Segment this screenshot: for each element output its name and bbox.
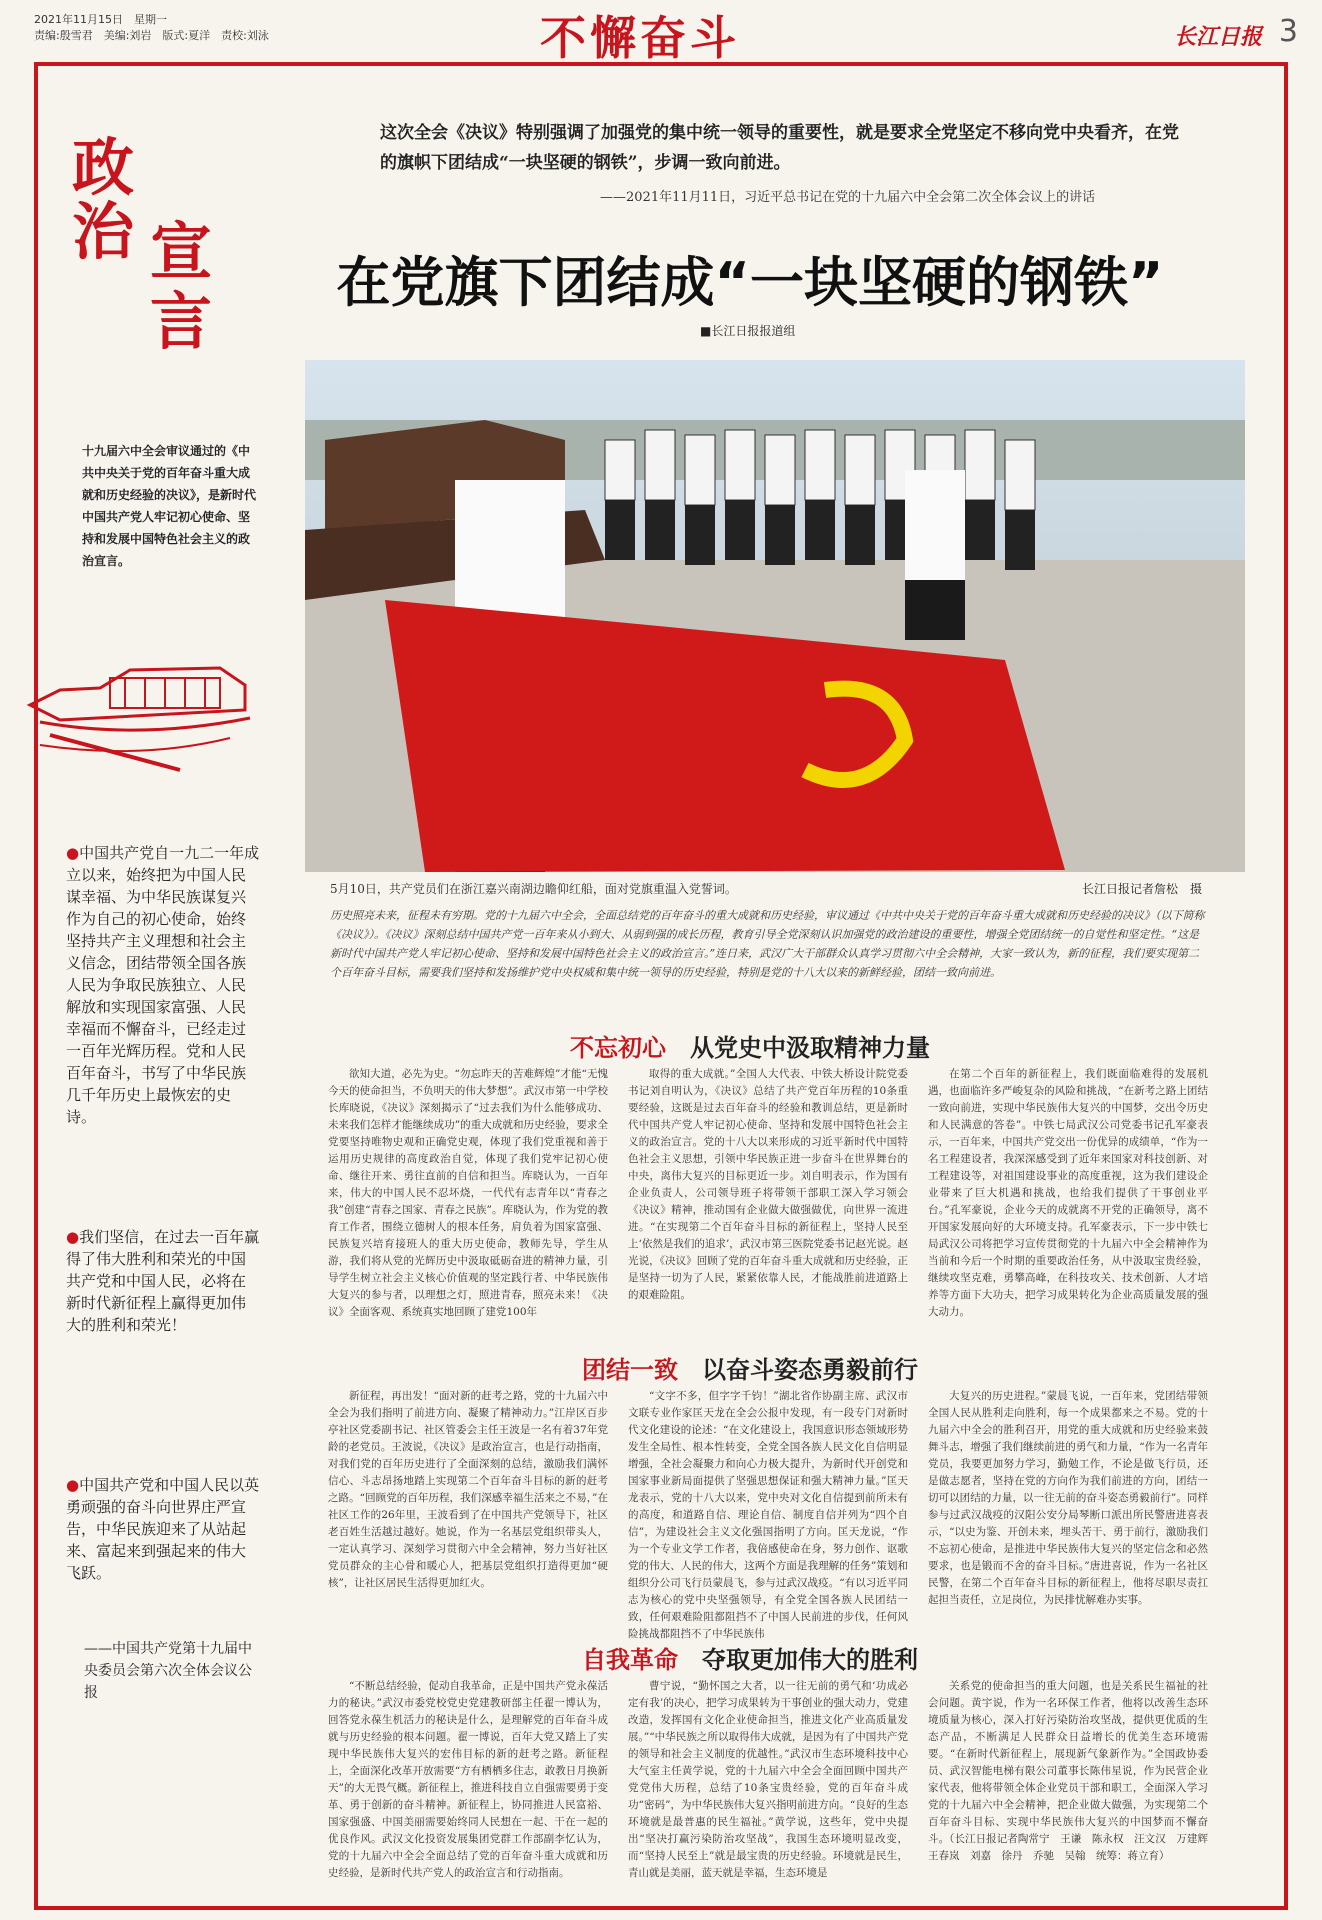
- section-heading-1: [300, 1028, 1200, 1063]
- section-3-col-1: [328, 1678, 608, 1900]
- section-heading-3: [300, 1640, 1200, 1675]
- news-photo: [305, 360, 1245, 872]
- newspaper-logo: 长江日报: [1173, 24, 1262, 50]
- sidebar-note-3-text: 中国共产党和中国人民以英勇顽强的奋斗向世界庄严宣告，中华民族迎来了从站起来、富起来到强起来的伟大飞跃。: [66, 1476, 260, 1582]
- sidebar-note-1: ●中国共产党自一九二一年成立以来，始终把为中国人民谋幸福、为中华民族谋复兴作为自己的初心使命，始终坚持共产主义理想和社会主义信念，团结带领全国各族人民为争取民族独立、人民解放和实现国家富强、人民幸福而不懈奋斗，已经走过一百年光辉历程。党和人民百年奋斗，书写了中华民族几千年历史上最恢宏的史诗。: [66, 844, 260, 1126]
- section-1-col-3: [928, 1066, 1208, 1318]
- lead-quote: 这次全会《决议》特别强调了加强党的集中统一领导的重要性，就是要求全党坚定不移向党中央看齐，在党的旗帜下团结成“一块坚硬的钢铁”，步调一致向前进。: [380, 123, 1179, 173]
- sidebar-char-4: 言: [150, 285, 213, 358]
- body-paragraph: 曹宁说，“勤怀国之大者，以一往无前的勇气和‘功成必定有我’的决心，把学习成果转为干事创业的强大动力，党建改造，发挥国有文化企业使命担当，推进文化产业高质量发展。”“中华民族之所以取得伟大成就，是因为有了中国共产党的领导和社会主义制度的优越性。”武汉市生态环境科技中心大气室主任黄学说，党的十九届六中全会全面回顾中国共产党党伟大历程，总结了10条宝贵经验，党的百年奋斗成功“密码”，为中华民族伟大复兴指明前进方向。“良好的生态环境就是最普惠的民生福祉。”黄学说，这些年，党中央提出“坚决打赢污染防治攻坚战”，我国生态环境明显改变，而“坚持人民至上”就是最宝贵的历史经验。环境就是民生，青山就是美丽，蓝天就是幸福，生态环境是: [628, 1680, 908, 1879]
- section-1-red: 不忘初心: [570, 1033, 666, 1062]
- body-paragraph: 大复兴的历史进程。”蒙晨飞说，一百年来，党团结带领全国人民从胜利走向胜利，每一个成果都来之不易。党的十九届六中全会的胜利召开，用党的重大成就和历史经验来鼓舞斗志，增强了我们继续前进的勇气和力量，“作为一名青年党员，我要更加努力学习，勤勉工作，不论是做飞行员，还是做志愿者，坚持在党的方向作为我们前进的方向，团结一切可以团结的力量，以一往无前的奋斗姿态勇毅前行”。同样参与过武汉战疫的汉阳公安分局琴断口派出所民警唐进喜表示，“以史为鉴、开创未来，埋头苦干、勇于前行，激励我们不忘初心使命，是推进中华民族伟大复兴的坚定信念和必然要求，也是锻而不舍的奋斗目标。”唐进喜说，作为一名社区民警，在第二个百年奋斗目标的新征程上，他将尽职尽责扛起担当责任，立足岗位，为民排忧解难办实事。: [928, 1390, 1208, 1606]
- byline: ■长江日报报道组: [700, 324, 796, 338]
- section-heading-2: [300, 1350, 1200, 1385]
- body-paragraph: 关系党的使命担当的重大问题，也是关系民生福祉的社会问题。黄宇说，作为一名环保工作者，他将以改善生态环境质量为核心，深入打好污染防治攻坚战，提供更优质的生态产品，不断满足人民群众日益增长的优美生态环境需要。“在新时代新征程上，展现新气象新作为。”全国政协委员、武汉智能电梯有限公司董事长陈伟星说，作为民营企业家代表，他将带领全体企业党员干部和职工，全面深入学习党的十九届六中全会精神，把企业做大做强，为实现第二个百年奋斗目标、实现中华民族伟大复兴的中国梦而不懈奋斗。（长江日报记者陶常宁 王谦 陈永权 汪文汉 万建辉 王春岚 刘嘉 徐丹 乔驰 吴翰 统筹：蒋立育）: [928, 1680, 1219, 1862]
- section-masthead: 不懈奋斗: [540, 11, 740, 65]
- page-header: [0, 0, 1322, 65]
- issue-meta: [34, 12, 269, 44]
- sidebar-note-2: ●我们坚信，在过去一百年赢得了伟大胜利和荣光的中国共产党和中国人民，必将在新时代新征程上赢得更加伟大的胜利和荣光！: [66, 1228, 260, 1334]
- body-paragraph: “不断总结经验，促动自我革命，正是中国共产党永葆活力的秘诀。”武汉市委党校党史党建教研部主任翟一博认为，回答党永葆生机活力的秘诀是什么，是理解党的百年奋斗成就与历史经验的根本问题。翟一博说，百年大党又踏上了实现中华民族伟大复兴的宏伟目标的新的赶考之路。新征程上，全面深化改革开放需要“方有栖栖多住志，敢教日月换新天”的大无畏气概。新征程上，推进科技自立自强需要勇于变革、勇于创新的奋斗精神。新征程上，协同推进人民富裕、国家强盛、中国美丽需要始终同人民想在一起、干在一起的优良作风。武汉文化投资发展集团党群工作部副李忆认为，党的十九届六中全会全面总结了党的百年奋斗重大成就和历史经验，是新时代共产党人的政治宣言和行动指南。: [328, 1680, 608, 1879]
- section-2-col-3: [928, 1388, 1208, 1620]
- sidebar-char-1: 政: [72, 131, 135, 204]
- sidebar-source: ——中国共产党第十九届中央委员会第六次全体会议公报: [84, 1641, 252, 1701]
- sidebar-char-2: 治: [72, 195, 135, 268]
- body-paragraph: 欲知大道，必先为史。“勿忘昨天的苦难辉煌”才能“无愧今天的使命担当，不负明天的伟大梦想”。武汉市第一中学校长库晓说，《决议》深刻揭示了“过去我们为什么能够成功、未来我们怎样才能继续成功”的重大成就和历史经验，要求全党要坚持唯物史观和正确党史观，体现了我们党重视和善于运用历史规律的高度政治自觉，体现了我们党牢记初心使命、继往开来、勇往直前的自信和担当。库晓认为，一百年来，伟大的中国人民不忍坏烧，一代代有志青年以“青春之我”创建“青春之国家、青春之民族”。库晓认为，作为党的教育工作者，围绕立德树人的根本任务，肩负着为国家富强、民族复兴培育接班人的重大历史使命，教师先导，学生从游，我们将从党的光辉历史中汲取砥砺奋进的精神力量，引导学生树立社会主义核心价值观的坚定践行者、中华民族伟大复兴的参与者，以理想之灯，照进青春，照亮未来！《决议》全面客观、系统真实地回顾了建党100年: [328, 1068, 608, 1318]
- section-3-col-2: [628, 1678, 908, 1900]
- sidebar-note-3: ●中国共产党和中国人民以英勇顽强的奋斗向世界庄严宣告，中华民族迎来了从站起来、富起来到强起来的伟大飞跃。: [66, 1476, 260, 1582]
- section-1-col-1: [328, 1066, 608, 1318]
- sidebar-note-1-text: 中国共产党自一九二一年成立以来，始终把为中国人民谋幸福、为中华民族谋复兴作为自己的初心使命，始终坚持共产主义理想和社会主义信念，团结带领全国各族人民为争取民族独立、人民解放和实现国家富强、人民幸福而不懈奋斗，已经走过一百年光辉历程。党和人民百年奋斗，书写了中华民族几千年历史上最恢宏的史诗。: [66, 844, 260, 1126]
- page-number: 3: [1278, 14, 1298, 49]
- red-boat-icon: [20, 610, 265, 790]
- issue-date: 2021年11月15日 星期一: [34, 13, 167, 26]
- sidebar-char-3: 宣: [150, 215, 213, 288]
- body-paragraph: 新征程，再出发！“面对新的赶考之路，党的十九届六中全会为我们指明了前进方向、凝聚了精神动力。”江岸区百步亭社区党委副书记、社区管委会主任王波是一名有着37年党龄的老党员。王波说，《决议》是政治宣言，也是行动指南，对我们党的百年历史进行了全面深刻的总结，激励我们满怀信心、斗志昂扬地踏上实现第二个百年奋斗目标的新的赶考之路。“回顾党的百年历程，我们深感幸福生活来之不易，”在社区工作的26年里，王波看到了在中国共产党领导下，社区老百姓生活越过越好。她说，作为一名基层党组织带头人，一定认真学习、深刻学习贯彻六中全会精神，努力当好社区党员群众的主心骨和暖心人，把基层党组织打造得更加“硬核”，让社区居民生活得更加红火。: [328, 1390, 608, 1589]
- article-lead: 历史照亮未来，征程未有穷期。党的十九届六中全会，全面总结党的百年奋斗的重大成就和历史经验，审议通过《中共中央关于党的百年奋斗重大成就和历史经验的决议》（以下简称《决议》）。《决议》深刻总结中国共产党一百年来从小到大、从弱到强的成长历程，教育引导全党深刻认识加强党的政治建设的重要性，增强全党团结统一的自觉性和坚定性。“这是新时代中国共产党人牢记初心使命、坚持和发展中国特色社会主义的政治宣言。”连日来，武汉广大干部群众认真学习贯彻六中全会精神，大家一致认为，新的征程，我们要实现第二个百年奋斗目标，需要我们坚持和发扬维护党中央权威和集中统一领导的历史经验，特别是党的十八大以来的新鲜经验，团结一致向前进。: [330, 909, 1205, 979]
- headline: 在党旗下团结成“一块坚硬的钢铁”: [336, 251, 1164, 314]
- section-3-black: 夺取更加伟大的胜利: [702, 1645, 918, 1674]
- section-2-col-1: [328, 1388, 608, 1620]
- photo-credit: 长江日报记者詹松 摄: [1081, 882, 1202, 896]
- quote-source: ——2021年11月11日，习近平总书记在党的十九届六中全会第二次全体会议上的讲话: [600, 190, 1096, 205]
- section-3-col-3: [928, 1678, 1219, 1900]
- section-3-red: 自我革命: [582, 1645, 678, 1674]
- body-paragraph: 在第二个百年的新征程上，我们既面临难得的发展机遇，也面临许多严峻复杂的风险和挑战，“在新考之路上团结一致向前进，实现中华民族伟大复兴的中国梦，交出令历史和人民满意的答卷”。中铁七局武汉公司党委书记孔军豪表示，一百年来，中国共产党交出一份优异的成绩单，“作为一名工程建设者，我深深感受到了近年来国家对科技创新、对工程建设等，对祖国建设事业的高度重视，这为我们建设企业带来了巨大机遇和挑战，也给我们提供了干事创业平台。”孔军豪说，企业今天的成就离不开党的正确领导，离不开国家发展向好的大环境支持。孔军豪表示，下一步中铁七局武汉公司将把学习宣传贯彻党的十九届六中全会精神作为当前和今后一个时期的重要政治任务，从中汲取宝贵经验，继续攻坚克难，勇攀高峰，在科技攻关、技术创新、人才培养等方面下大功夫，把学习成果转化为企业高质量发展的强大动力。: [928, 1068, 1208, 1318]
- sidebar-note-2-text: 我们坚信，在过去一百年赢得了伟大胜利和荣光的中国共产党和中国人民，必将在新时代新征程上赢得更加伟大的胜利和荣光！: [66, 1228, 260, 1334]
- editors-line: 责编:殷雪君 美编:刘岩 版式:夏洋 责校:刘泳: [34, 29, 269, 42]
- section-1-col-2: [628, 1066, 908, 1301]
- section-1-black: 从党史中汲取精神力量: [690, 1033, 930, 1062]
- section-2-col-2: [628, 1388, 908, 1640]
- section-2-red: 团结一致: [582, 1355, 678, 1384]
- body-paragraph: 取得的重大成就。”全国人大代表、中铁大桥设计院党委书记刘自明认为，《决议》总结了共产党百年历程的10条重要经验，这既是过去百年奋斗的经验和教训总结，更是新时代中国共产党人牢记初心使命、坚持和发展中国特色社会主义的政治宣言。党的十八大以来形成的习近平新时代中国特色社会主义思想，引领中华民族正进一步奋斗在世界舞台的中央，离伟大复兴的目标更近一步。刘自明表示，作为国有企业负责人，公司领导班子将带领干部职工深入学习领会《决议》精神，推动国有企业做大做强做优，向世界一流进进。“在实现第二个百年奋斗目标的新征程上，坚持人民至上‘依然是我们的追求’，武汉市第三医院党委书记赵光说。赵光说，《决议》回顾了党的百年奋斗重大成就和历史经验，正是坚持一切为了人民，紧紧依靠人民，才能战胜前进道路上的艰难险阻。: [628, 1068, 908, 1301]
- photo-caption: 5月10日，共产党员们在浙江嘉兴南湖边瞻仰红船，面对党旗重温入党誓词。: [330, 882, 737, 896]
- section-2-black: 以奋斗姿态勇毅前行: [702, 1355, 918, 1384]
- sidebar-intro: 十九届六中全会审议通过的《中共中央关于党的百年奋斗重大成就和历史经验的决议》，是新时代中国共产党人牢记初心使命、坚持和发展中国特色社会主义的政治宣言。: [82, 444, 257, 568]
- body-paragraph: “文字不多，但字字千钧！”湖北省作协副主席、武汉市文联专业作家匡天龙在全会公报中发现，有一段专门对新时代文化建设的论述：“在文化建设上，我国意识形态领域形势发生全局性、根本性转变，全党全国各族人民文化自信明显增强，全社会凝聚力和向心力极大提升，为新时代开创党和国家事业新局面提供了坚强思想保证和强大精神力量。”匡天龙表示，党的十八大以来，党中央对文化自信提到前所未有的高度，和道路自信、理论自信、制度自信并列为“四个自信”，为建设社会主义文化强国指明了方向。匡天龙说，“作为一个专业文学工作者，我倍感使命在身，努力创作、讴歌党的伟大、人民的伟大，这两个方面是我理解的任务”策划和组织分公司飞行员蒙晨飞，参与过武汉战疫。“有以习近平同志为核心的党中央坚强领导，有全党全国各族人民团结一致，任何艰难险阻都阻挡不了中国人民前进的步伐，任何风险挑战都阻挡不了中华民族伟: [628, 1390, 908, 1640]
